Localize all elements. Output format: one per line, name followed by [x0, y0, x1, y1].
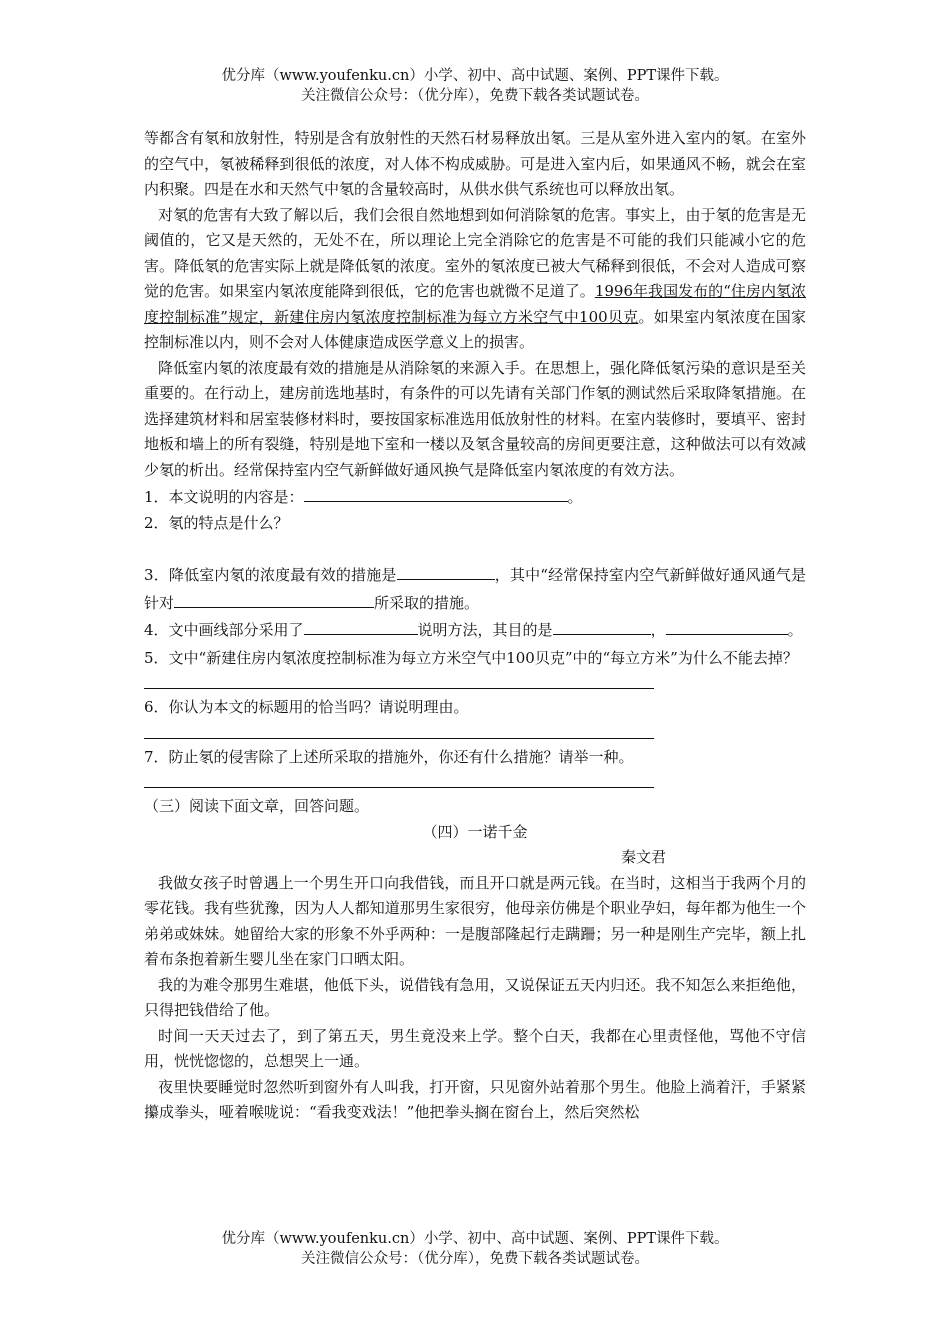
- answer-line-5[interactable]: [144, 671, 654, 689]
- question-3-text-a: 3．降低室内氡的浓度最有效的措施是: [144, 566, 397, 584]
- section-3-intro: （三）阅读下面文章，回答问题。: [144, 797, 370, 815]
- underlined-sentence: 1996年我国发布的“住房内氡浓度控制标准”规定，新建住房内氡浓度控制标准为每立方米空气中100贝克: [144, 282, 806, 326]
- question-4: [144, 616, 806, 644]
- article-title: （四）一诺千金: [422, 822, 528, 841]
- paragraph-2-end: 。如果室内氡浓度在国家控制标准以内，则不会对人体健康造成医学意义上的损害。: [144, 307, 806, 351]
- question-1-text: 1．本文说明的内容是：: [144, 488, 304, 506]
- question-4-text-b: 说明方法，其目的是: [417, 621, 553, 639]
- article-author: 秦文君: [620, 848, 666, 866]
- question-5: 5．文中“新建住房内氡浓度控制标准为每立方米空气中100贝克”中的“每立方米”为什么不能去掉？: [144, 648, 798, 667]
- passage-paragraph-1: 等都含有氡和放射性，特别是含有放射性的天然石材易释放出氡。三是从室外进入室内的氡。在室外的空气中，氡被稀释到很低的浓度，对人体不构成威胁。可是进入室内后，如果通风不畅，就会在室内积聚。四是在水和天然气中氡的含量较高时，从供水供气系统也可以释放出氡。: [144, 129, 806, 198]
- footer-line-1: 优分库（www.youfenku.cn）小学、初中、高中试题、案例、PPT课件下载。: [221, 1231, 729, 1247]
- question-3: [144, 561, 806, 616]
- question-4-text-d: 。: [787, 621, 803, 639]
- page-header: [0, 66, 950, 106]
- question-4-text-c: ，: [650, 621, 666, 639]
- question-3-text-c: 所采取的措施。: [374, 593, 480, 612]
- passage-paragraph-2: [144, 203, 806, 356]
- answer-blank-1[interactable]: [304, 483, 568, 502]
- header-line-1: 优分库（www.youfenku.cn）小学、初中、高中试题、案例、PPT课件下载。: [221, 68, 729, 84]
- footer-line-2: 关注微信公众号：（优分库），免费下载各类试题试卷。: [301, 1251, 649, 1267]
- document-body: [144, 126, 806, 1126]
- answer-blank-3a[interactable]: [397, 561, 495, 580]
- story-paragraph-4: 夜里快要睡觉时忽然听到窗外有人叫我，打开窗，只见窗外站着那个男生。他脸上淌着汗，手紧紧攥成拳头，哑着喉咙说：“看我变戏法！”他把拳头搁在窗台上，然后突然松: [144, 1077, 806, 1121]
- passage-paragraph-3: 降低室内氡的浓度最有效的措施是从消除氡的来源入手。在思想上，强化降低氡污染的意识是至关重要的。在行动上，建房前选地基时，有条件的可以先请有关部门作氡的测试然后采取降氡措施。在选择建筑材料和居室装修材料时，要按国家标准选用低放射性的材料。在室内装修时，要填平、密封地板和墙上的所有裂缝，特别是地下室和一楼以及氡含量较高的房间更要注意，这种做法可以有效减少氡的析出。经常保持室内空气新鲜做好通风换气是降低室内氡浓度的有效方法。: [144, 358, 806, 479]
- question-3-text-b: ，其中“经常保持室内空气新鲜做好通风通气是针对: [144, 566, 807, 612]
- answer-line-6[interactable]: [144, 721, 654, 739]
- story-paragraph-1: 我做女孩子时曾遇上一个男生开口向我借钱，而且开口就是两元钱。在当时，这相当于我两个月的零花钱。我有些犹豫，因为人人都知道那男生家很穷，他母亲仿佛是个职业孕妇，每年都为他生一个弟弟或妹妹。她留给大家的形象不外乎两种：一是腹部隆起行走蹒跚；另一种是刚生产完毕，额上扎着布条抱着新生婴儿坐在家门口晒太阳。: [144, 873, 806, 968]
- question-7: 7．防止氡的侵害除了上述所采取的措施外，你还有什么措施？请举一种。: [144, 747, 634, 766]
- question-6: 6．你认为本文的标题用的恰当吗？请说明理由。: [144, 698, 469, 716]
- page-footer: [0, 1229, 950, 1269]
- answer-blank-4a[interactable]: [304, 616, 418, 635]
- answer-line-7[interactable]: [144, 770, 654, 788]
- answer-blank-4b[interactable]: [553, 616, 651, 635]
- question-4-text-a: 4．文中画线部分采用了: [144, 621, 304, 639]
- answer-blank-4c[interactable]: [666, 616, 774, 635]
- question-1: [144, 483, 806, 511]
- paragraph-2-text: 对氡的危害有大致了解以后，我们会很自然地想到如何消除氡的危害。事实上，由于氡的危害是无阈值的，它又是天然的，无处不在，所以理论上完全消除它的危害是不可能的我们只能减小它的危害。降低氡的危害实际上就是降低氡的浓度。室外的氡浓度已被大气稀释到很低，不会对人造成可察觉的危害。如果室内氡浓度能降到很低，它的危害也就微不足道了。: [144, 205, 806, 300]
- answer-blank-3b[interactable]: [174, 589, 374, 608]
- answer-blank-4c-cont[interactable]: [774, 616, 788, 635]
- question-2: 2．氡的特点是什么？: [144, 513, 289, 532]
- question-1-end: 。: [567, 488, 583, 506]
- story-paragraph-3: 时间一天天过去了，到了第五天，男生竟没来上学。整个白天，我都在心里责怪他，骂他不守信用，恍恍惚惚的，总想哭上一通。: [144, 1026, 806, 1070]
- story-paragraph-2: 我的为难令那男生难堪，他低下头，说借钱有急用，又说保证五天内归还。我不知怎么来拒绝他，只得把钱借给了他。: [144, 975, 806, 1019]
- header-line-2: 关注微信公众号：（优分库），免费下载各类试题试卷。: [301, 88, 649, 104]
- answer-space-2[interactable]: [144, 536, 806, 561]
